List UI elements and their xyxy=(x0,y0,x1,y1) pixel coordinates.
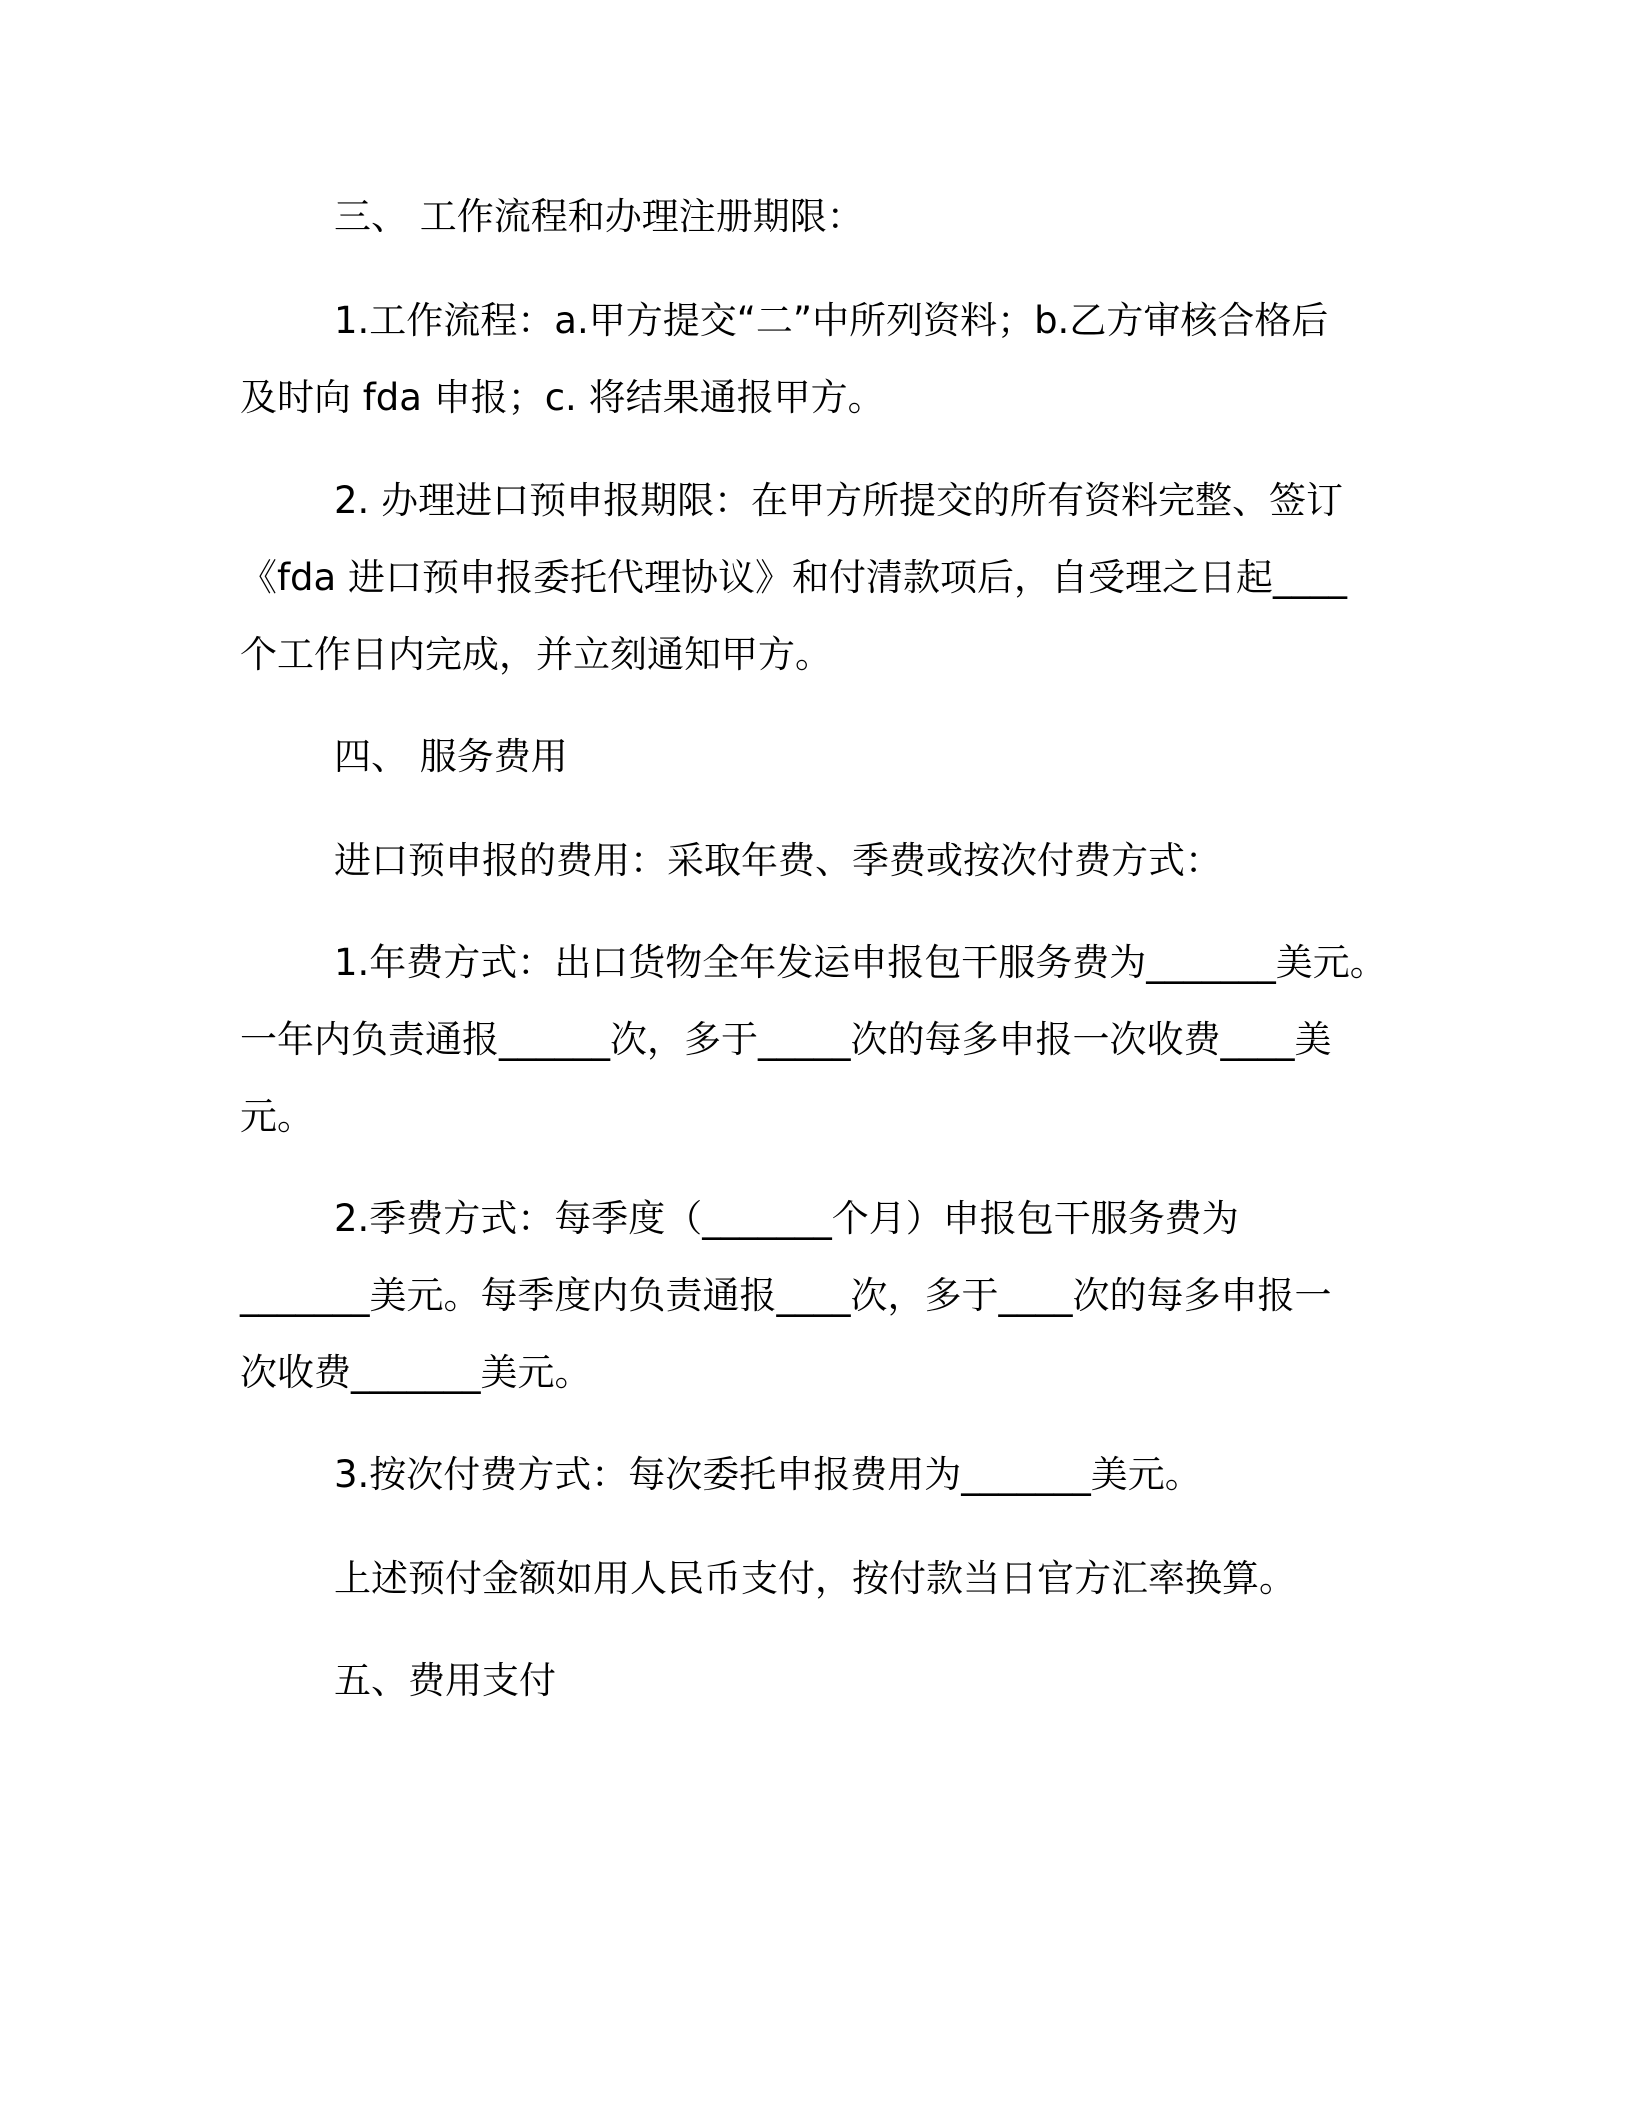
text-line: 三、 工作流程和办理注册期限： xyxy=(334,195,864,238)
workflow-paragraph xyxy=(240,282,1390,436)
text-line: 次收费_______美元。 xyxy=(240,1351,592,1394)
text-line: 元。 xyxy=(240,1095,314,1138)
section-5-heading xyxy=(240,1642,1390,1719)
text-line: 3.按次付费方式：每次委托申报费用为_______美元。 xyxy=(334,1453,1202,1496)
text-line: 五、费用支付 xyxy=(334,1659,556,1702)
rmb-payment-paragraph xyxy=(240,1540,1390,1617)
text-line: 2.季费方式：每季度（_______个月）申报包干服务费为 xyxy=(334,1197,1239,1240)
text-line: 四、 服务费用 xyxy=(334,735,568,778)
text-line: 《fda 进口预申报委托代理协议》和付清款项后，自受理之日起____ xyxy=(240,556,1347,599)
text-line: 一年内负责通报______次，多于_____次的每多申报一次收费____美 xyxy=(240,1018,1332,1061)
text-line: _______美元。每季度内负责通报____次，多于____次的每多申报一 xyxy=(240,1274,1332,1317)
text-line: 进口预申报的费用：采取年费、季费或按次付费方式： xyxy=(334,839,1222,882)
text-line: 2. 办理进口预申报期限：在甲方所提交的所有资料完整、签订 xyxy=(334,479,1344,522)
text-line: 个工作日内完成，并立刻通知甲方。 xyxy=(240,633,832,676)
section-3-heading xyxy=(240,178,1390,255)
text-line: 及时向 fda 申报；c. 将结果通报甲方。 xyxy=(240,376,885,419)
text-line: 1.年费方式：出口货物全年发运申报包干服务费为_______美元。 xyxy=(334,941,1387,984)
text-line: 上述预付金额如用人民币支付，按付款当日官方汇率换算。 xyxy=(334,1557,1296,1600)
fee-intro-paragraph xyxy=(240,822,1390,899)
per-time-fee-paragraph xyxy=(240,1436,1390,1513)
annual-fee-paragraph xyxy=(240,924,1390,1155)
section-4-heading xyxy=(240,718,1390,795)
processing-period-paragraph xyxy=(240,462,1390,693)
text-line: 1.工作流程：a.甲方提交“二”中所列资料；b.乙方审核合格后 xyxy=(334,299,1329,342)
quarterly-fee-paragraph xyxy=(240,1180,1390,1411)
